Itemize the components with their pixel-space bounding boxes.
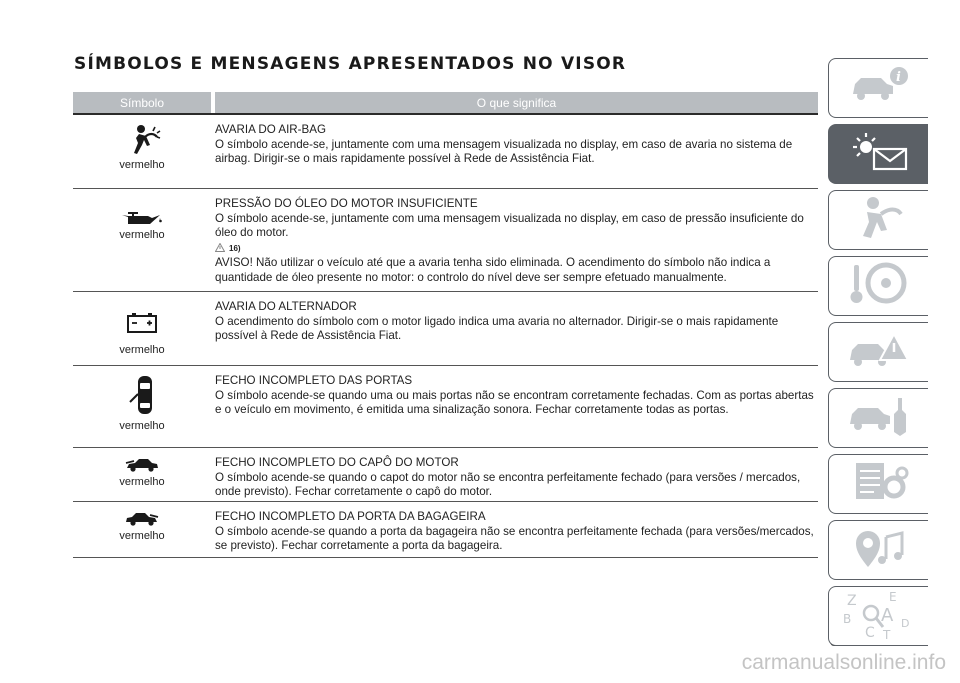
key-steering-wheel-icon: [848, 259, 910, 314]
table-row: [73, 189, 818, 292]
car-emergency-icon: [846, 326, 912, 379]
table-row: [73, 292, 818, 366]
chapter-tabs: [828, 58, 928, 652]
svg-text:B: B: [842, 611, 851, 626]
symbols-table: [73, 92, 818, 558]
tab-emergency[interactable]: [828, 322, 928, 382]
svg-text:C: C: [864, 624, 875, 641]
warning-ref-number: 16): [229, 243, 241, 253]
row-description: O símbolo acende-se, juntamente com uma mensagem visualizada no display, em caso de pressão insuficiente do óleo do motor.: [215, 211, 804, 239]
meaning-cell: [211, 189, 818, 291]
symbol-cell: [73, 366, 211, 447]
symbol-cell: [73, 189, 211, 291]
row-title: AVARIA DO ALTERNADOR: [215, 300, 357, 313]
table-row: [73, 502, 818, 558]
tab-multimedia[interactable]: [828, 520, 928, 580]
column-header-symbol: Símbolo: [73, 92, 211, 113]
symbol-color-label: vermelho: [119, 530, 165, 542]
table-header: [73, 92, 818, 115]
warning-lights-message-icon: [844, 129, 914, 180]
meaning-cell: [211, 502, 818, 557]
table-row: [73, 366, 818, 448]
column-header-meaning: O que significa: [215, 92, 818, 113]
symbol-color-label: vermelho: [119, 476, 165, 488]
svg-text:E: E: [888, 589, 897, 604]
multimedia-icon: [848, 523, 910, 578]
warning-triangle-icon: [215, 242, 225, 257]
meaning-cell: [211, 448, 818, 501]
svg-text:i: i: [895, 69, 901, 85]
airbag-warning-icon: [122, 123, 162, 157]
alphabetical-index-icon: [843, 587, 915, 646]
svg-text:T: T: [882, 627, 890, 641]
car-info-icon: [847, 64, 911, 113]
symbol-color-label: vermelho: [119, 344, 165, 356]
tab-maintenance[interactable]: [828, 388, 928, 448]
battery-icon: [125, 306, 159, 334]
symbol-cell: [73, 448, 211, 501]
row-description: O símbolo acende-se quando a porta da bagageira não se encontra perfeitamente fechada (para versões/mercados, se previsto). Fechar corretamente a porta da bagageira.: [215, 524, 814, 552]
row-title: PRESSÃO DO ÓLEO DO MOTOR INSUFICIENTE: [215, 197, 478, 210]
symbol-color-label: vermelho: [119, 420, 165, 432]
tab-index[interactable]: [828, 586, 928, 646]
tab-starting-driving[interactable]: [828, 256, 928, 316]
hood-open-icon: [124, 454, 160, 474]
symbol-cell: [73, 292, 211, 365]
warning-text: AVISO! Não utilizar o veículo até que a avaria tenha sido eliminada. O acendimento do símbolo não indica a quantidade de óleo presente no motor: o controlo do nível deve ser sempre efetuado manualmente.: [215, 256, 771, 284]
row-title: FECHO INCOMPLETO DAS PORTAS: [215, 374, 413, 387]
symbol-color-label: vermelho: [119, 159, 165, 171]
warning-reference: [215, 242, 818, 257]
svg-text:D: D: [900, 616, 909, 630]
row-description: O símbolo acende-se quando uma ou mais portas não se encontram corretamente fechadas. Com as portas abertas e o veículo em movimento, é emitida uma sinalização sonora. Fechar corretamente todas as portas.: [215, 388, 814, 416]
tab-technical-data[interactable]: [828, 454, 928, 514]
row-description: O símbolo acende-se quando o capot do motor não se encontra perfeitamente fechado (para versões / mercados, onde previsto). Fechar corretamente o capô do motor.: [215, 470, 801, 498]
watermark: carmanualsonline.info: [741, 651, 946, 674]
car-maintenance-icon: [846, 392, 912, 445]
oil-pressure-icon: [120, 205, 164, 227]
tab-warning-lights[interactable]: [828, 124, 928, 184]
tab-safety[interactable]: [828, 190, 928, 250]
trunk-open-icon: [124, 508, 160, 528]
row-title: AVARIA DO AIR-BAG: [215, 123, 327, 136]
svg-text:Z: Z: [846, 592, 857, 609]
table-row: [73, 115, 818, 189]
symbol-cell: [73, 115, 211, 188]
technical-data-icon: [848, 457, 910, 512]
row-description: O acendimento do símbolo com o motor ligado indica uma avaria no alternador. Dirigir-se o mais rapidamente possível à Rede de Assistência Fiat.: [215, 314, 779, 342]
svg-text:A: A: [880, 604, 893, 626]
symbol-color-label: vermelho: [119, 229, 165, 241]
symbol-cell: [73, 502, 211, 557]
meaning-cell: [211, 292, 818, 365]
table-row: [73, 448, 818, 502]
tab-car-info[interactable]: [828, 58, 928, 118]
meaning-cell: [211, 366, 818, 447]
row-description: O símbolo acende-se, juntamente com uma mensagem visualizada no display, em caso de avaria no sistema de airbag. Dirigir-se o mais rapidamente possível à Rede de Assistência Fiat.: [215, 137, 793, 165]
door-open-icon: [125, 372, 159, 418]
meaning-cell: [211, 115, 818, 188]
row-title: FECHO INCOMPLETO DO CAPÔ DO MOTOR: [215, 456, 459, 469]
row-title: FECHO INCOMPLETO DA PORTA DA BAGAGEIRA: [215, 510, 486, 523]
seatbelt-airbag-icon: [851, 194, 907, 247]
page-title: SÍMBOLOS E MENSAGENS APRESENTADOS NO VISOR: [74, 54, 627, 74]
